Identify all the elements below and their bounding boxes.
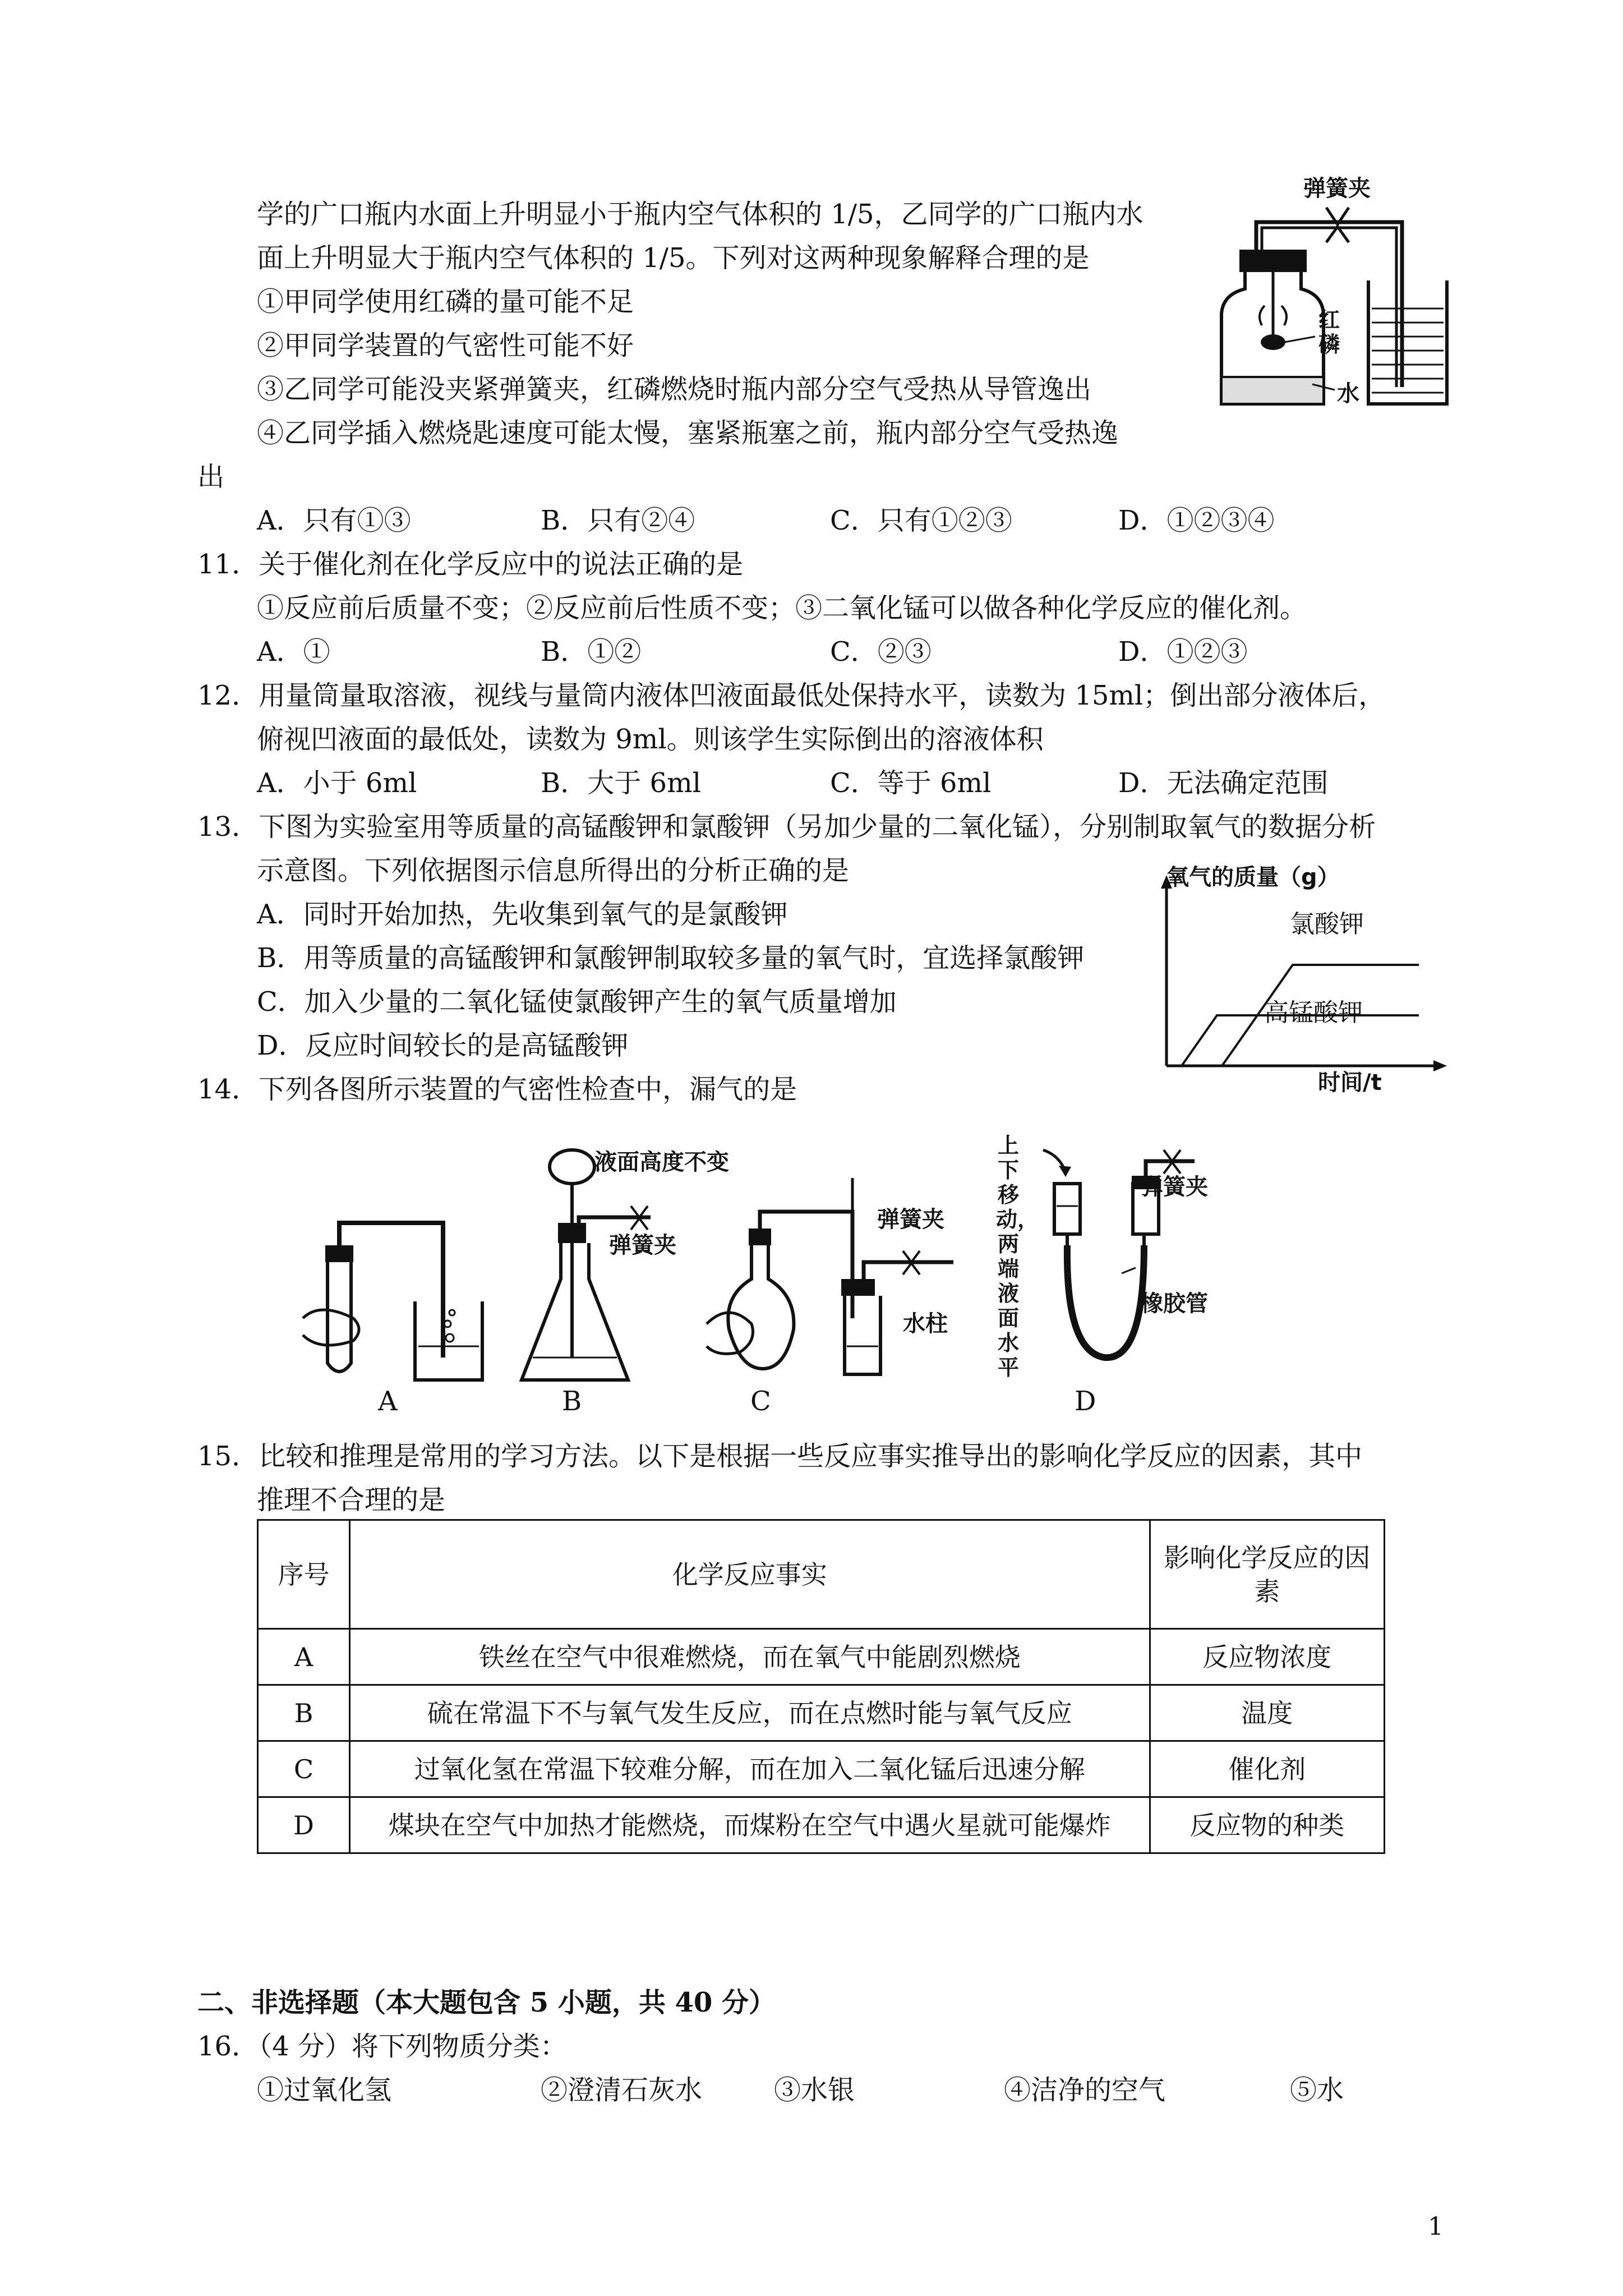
q13-stem: 13．下图为实验室用等质量的高锰酸钾和氯酸钾（另加少量的二氧化锰），分别制取氧气的数据分析 xyxy=(197,811,1376,843)
caption-c: C xyxy=(750,1386,771,1417)
row-d-factor: 反应物的种类 xyxy=(1150,1797,1385,1853)
q16-item-1: ①过氧化氢 xyxy=(257,2074,392,2106)
q11-option-c: C．②③ xyxy=(830,636,932,668)
q16-item-3: ③水银 xyxy=(774,2074,855,2106)
chart-x-arrow xyxy=(1433,1060,1447,1071)
series-label-kclo3: 氯酸钾 xyxy=(1290,910,1364,938)
q16-item-5: ⑤水 xyxy=(1290,2074,1344,2106)
table-header-row xyxy=(258,1520,1385,1629)
q13-option-d: D．反应时间较长的是高锰酸钾 xyxy=(257,1030,629,1061)
row-b-factor: 温度 xyxy=(1150,1685,1385,1741)
chart-x-label: 时间/t xyxy=(1318,1070,1382,1096)
row-c-fact: 过氧化氢在常温下较难分解，而在加入二氧化锰后迅速分解 xyxy=(349,1741,1150,1797)
q10-item-4: ④乙同学插入燃烧匙速度可能太慢，塞紧瓶塞之前，瓶内部分空气受热逸 xyxy=(257,417,1119,449)
d-move-label: 上下移动，两端液面水平 xyxy=(996,1133,1039,1380)
caption-a: A xyxy=(378,1386,398,1417)
q13-line-2: 示意图。下列依据图示信息所得出的分析正确的是 xyxy=(257,855,850,886)
row-d-fact: 煤块在空气中加热才能燃烧，而煤粉在空气中遇火星就可能爆炸 xyxy=(349,1797,1150,1853)
q16-stem: 16．（4 分）将下列物质分类： xyxy=(197,2031,567,2062)
oxygen-mass-chart xyxy=(1155,875,1447,1077)
b-level-label: 液面高度不变 xyxy=(594,1149,729,1175)
row-a-factor: 反应物浓度 xyxy=(1150,1629,1385,1685)
q10-water-label: 水 xyxy=(1337,381,1359,407)
row-b-index: B xyxy=(258,1685,350,1741)
q10-item-2: ②甲同学装置的气密性可能不好 xyxy=(257,330,634,361)
q15-stem: 15．比较和推理是常用的学习方法。以下是根据一些反应事实推导出的影响化学反应的因素，其中 xyxy=(197,1441,1363,1472)
c-column-label: 水柱 xyxy=(903,1311,948,1337)
row-b-fact: 硫在常温下不与氧气发生反应，而在点燃时能与氧气反应 xyxy=(349,1685,1150,1741)
caption-b: B xyxy=(562,1386,582,1417)
apparatus-b xyxy=(516,1144,718,1386)
table-row xyxy=(258,1797,1385,1853)
q15-line-2: 推理不合理的是 xyxy=(257,1484,446,1516)
q12-line-2: 俯视凹液面的最低处，读数为 9ml。则该学生实际倒出的溶液体积 xyxy=(257,724,1044,755)
q11-stem: 11．关于催化剂在化学反应中的说法正确的是 xyxy=(197,549,744,580)
q10-line-1: 学的广口瓶内水面上升明显小于瓶内空气体积的 1/5，乙同学的广口瓶内水 xyxy=(257,199,1144,230)
section-2-title: 二、非选择题（本大题包含 5 小题，共 40 分） xyxy=(197,1987,776,2018)
spring-clip-icon xyxy=(1326,208,1349,242)
series-label-kmno4: 高锰酸钾 xyxy=(1264,999,1363,1027)
apparatus-d xyxy=(1032,1139,1245,1369)
chart-y-label: 氧气的质量（g） xyxy=(1166,864,1340,890)
q11-option-a: A．① xyxy=(257,636,330,668)
q10-line-2: 面上升明显大于瓶内空气体积的 1/5。下列对这两种现象解释合理的是 xyxy=(257,242,1090,274)
q13-option-c: C．加入少量的二氧化锰使氯酸钾产生的氧气质量增加 xyxy=(257,986,897,1018)
row-d-index: D xyxy=(258,1797,350,1853)
d-clip-label: 弹簧夹 xyxy=(1141,1174,1208,1200)
q16-item-4: ④洁净的空气 xyxy=(1004,2074,1166,2106)
q10-option-a: A．只有①③ xyxy=(257,505,411,536)
q13-option-b: B．用等质量的高锰酸钾和氯酸钾制取较多量的氧气时，宜选择氯酸钾 xyxy=(257,942,1085,974)
apparatus-a xyxy=(303,1217,527,1386)
q11-option-b: B．①② xyxy=(541,636,642,668)
q10-option-b: B．只有②④ xyxy=(541,505,695,536)
q14-stem: 14．下列各图所示装置的气密性检查中，漏气的是 xyxy=(197,1074,797,1105)
q12-option-b: B．大于 6ml xyxy=(541,767,701,799)
row-a-fact: 铁丝在空气中很难燃烧，而在氧气中能剧烈燃烧 xyxy=(349,1629,1150,1685)
header-index: 序号 xyxy=(258,1520,350,1629)
q11-line-2: ①反应前后质量不变；②反应前后性质不变；③二氧化锰可以做各种化学反应的催化剂。 xyxy=(257,592,1307,624)
q13-option-a: A．同时开始加热，先收集到氧气的是氯酸钾 xyxy=(257,899,788,930)
q10-apparatus-figure xyxy=(1200,168,1458,415)
table-row xyxy=(258,1741,1385,1797)
header-fact: 化学反应事实 xyxy=(349,1520,1150,1629)
table-row xyxy=(258,1685,1385,1741)
c-clip-label: 弹簧夹 xyxy=(877,1207,944,1232)
page-number: 1 xyxy=(1428,2212,1444,2241)
header-factor: 影响化学反应的因素 xyxy=(1150,1520,1385,1629)
q16-item-2: ②澄清石灰水 xyxy=(541,2074,703,2106)
q10-option-c: C．只有①②③ xyxy=(830,505,1012,536)
row-a-index: A xyxy=(258,1629,350,1685)
q10-clip-label: 弹簧夹 xyxy=(1303,176,1371,201)
q10-phosphorus-label: 红磷 xyxy=(1318,307,1340,357)
b-clip-label: 弹簧夹 xyxy=(609,1232,676,1258)
table-row xyxy=(258,1629,1385,1685)
caption-d: D xyxy=(1075,1386,1096,1417)
q10-option-d: D．①②③④ xyxy=(1118,505,1275,536)
row-c-index: C xyxy=(258,1741,350,1797)
q10-item-4-cont: 出 xyxy=(197,461,225,493)
q12-option-a: A．小于 6ml xyxy=(257,767,417,799)
q10-item-3: ③乙同学可能没夹紧弹簧夹，红磷燃烧时瓶内部分空气受热从导管逸出 xyxy=(257,374,1092,405)
q11-option-d: D．①②③ xyxy=(1118,636,1248,668)
row-c-factor: 催化剂 xyxy=(1150,1741,1385,1797)
q12-stem: 12．用量筒量取溶液，视线与量筒内液体凹液面最低处保持水平，读数为 15ml；倒出部分液体后， xyxy=(197,680,1386,711)
q12-option-d: D．无法确定范围 xyxy=(1118,767,1329,799)
q10-item-1: ①甲同学使用红磷的量可能不足 xyxy=(257,286,634,318)
q12-option-c: C．等于 6ml xyxy=(830,767,992,799)
d-tube-label: 橡胶管 xyxy=(1141,1291,1208,1317)
reaction-facts-table xyxy=(257,1519,1385,1854)
